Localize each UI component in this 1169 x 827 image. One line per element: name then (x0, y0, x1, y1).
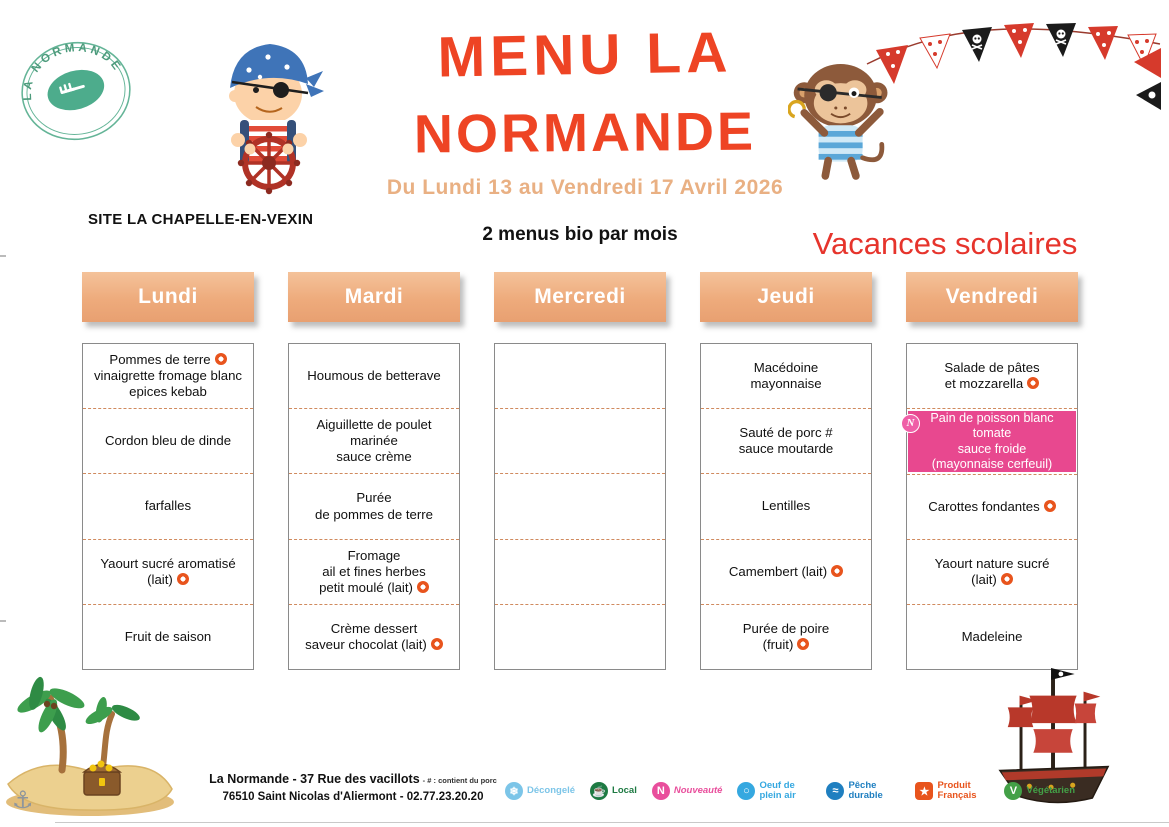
day-header-vendredi: Vendredi (906, 272, 1078, 322)
menu-item-line: Cordon bleu de dinde (104, 433, 232, 449)
menu-item-line: Carottes fondantes (928, 499, 1055, 515)
day-body-jeudi (700, 343, 872, 670)
menu-cell (907, 409, 1077, 475)
menu-item-line: sauce crème (336, 449, 412, 465)
menu-item-text (305, 621, 443, 653)
menu-column-jeudi (700, 272, 872, 670)
menu-item-line: sauce moutarde (738, 441, 834, 457)
menu-item-text (307, 368, 440, 384)
vegetarien-icon: V (1004, 782, 1022, 800)
title-line-2: NORMANDE (413, 101, 757, 165)
menu-item-text (729, 564, 843, 580)
menu-item-text (739, 425, 834, 457)
menu-item-line: Yaourt sucré aromatisé (100, 555, 236, 571)
produit-francais-icon (215, 353, 227, 365)
menu-item-line: Madeleine (961, 629, 1023, 644)
menu-item-line: Lentilles (761, 498, 811, 514)
menu-item-text (145, 498, 191, 514)
menu-cell (289, 409, 459, 474)
menu-item-line: (lait) (100, 572, 235, 588)
produit-francais-icon (797, 638, 809, 650)
produit-francais-icon (1044, 500, 1056, 512)
bunting-illustration (862, 4, 1162, 129)
menu-item-line: Fromage (347, 547, 401, 563)
menu-column-mercredi (494, 272, 666, 670)
pirate-kid-illustration (212, 30, 327, 200)
menu-item-line: Crème dessert (330, 620, 418, 636)
menu-item-line: Aiguillette de poulet (316, 417, 432, 433)
menu-item-line: Sauté de porc # (739, 425, 833, 441)
menu-cell (701, 540, 871, 605)
date-range: Du Lundi 13 au Vendredi 17 Avril 2026 (386, 176, 784, 199)
menu-cell (907, 344, 1077, 409)
menu-cell (289, 474, 459, 539)
menu-item-line: marinée (350, 433, 398, 449)
menu-item-line: et mozzarella (944, 376, 1039, 392)
day-header-mercredi: Mercredi (494, 272, 666, 322)
legend-produit-francais (915, 781, 989, 801)
menu-item-text (94, 352, 242, 400)
menu-item-text (944, 360, 1039, 392)
menu-column-vendredi (906, 272, 1078, 670)
menu-item-line: petit moulé (lait) (319, 580, 429, 596)
produit-francais-label: Produit Français (937, 780, 977, 801)
menu-item-line: Macédoine (753, 360, 819, 375)
bio-note: 2 menus bio par mois (482, 224, 678, 245)
holiday-note: Vacances scolaires (812, 226, 1078, 261)
menu-column-mardi (288, 272, 460, 670)
legend-vegetarien (1004, 782, 1075, 800)
day-body-mardi (288, 343, 460, 670)
menu-item-line: vinaigrette fromage blanc (93, 368, 243, 384)
menu-item-line: Camembert (lait) (729, 564, 843, 580)
menu-item-line: Purée de poire (742, 620, 830, 636)
legend-oeuf-de-plein-air (737, 781, 811, 801)
menu-cell (907, 540, 1077, 605)
la-normande-logo (18, 38, 134, 149)
day-header-mardi: Mardi (288, 272, 460, 322)
logo-text: LA NORMANDE (21, 41, 125, 101)
menu-cell (495, 344, 665, 409)
legend-decongele (505, 782, 575, 800)
scan-artifact-tick (0, 620, 6, 622)
site-label: SITE LA CHAPELLE-EN-VEXIN (88, 211, 314, 228)
menu-item-line: Salade de pâtes (944, 359, 1040, 375)
address-line-1 (178, 772, 528, 786)
pork-note: - # : contient du porc (422, 776, 497, 785)
menu-item-line: sauce froide (957, 441, 1027, 456)
produit-francais-icon (1027, 377, 1039, 389)
menu-item-line: Pain de poisson blanc (930, 410, 1054, 425)
menu-item-text (935, 556, 1050, 588)
menu-item-line: epices kebab (129, 384, 207, 400)
menu-item-text (908, 411, 1076, 472)
menu-item-text (125, 629, 212, 645)
menu-grid (82, 272, 1079, 670)
menu-item-line: ail et fines herbes (322, 563, 426, 579)
menu-item-line: de pommes de terre (314, 506, 433, 522)
menu-item-text (316, 417, 431, 465)
menu-item-line: (mayonnaise cerfeuil) (931, 456, 1053, 471)
produit-francais-icon (431, 638, 443, 650)
menu-item-line: Yaourt nature sucré (934, 556, 1050, 572)
menu-cell (289, 540, 459, 605)
menu-item-line: (fruit) (743, 637, 830, 653)
menu-cell (289, 344, 459, 409)
produit-francais-icon (177, 573, 189, 585)
menu-cell (495, 474, 665, 539)
menu-column-lundi (82, 272, 254, 670)
menu-item-text (100, 556, 235, 588)
produit-francais-icon (417, 581, 429, 593)
scan-artifact-line (55, 822, 1169, 823)
menu-cell (289, 605, 459, 669)
menu-item-line: saveur chocolat (lait) (305, 637, 443, 653)
menu-cell (83, 409, 253, 474)
vegetarien-label: Végétarien (1026, 785, 1076, 797)
menu-item-line: (lait) (935, 572, 1050, 588)
menu-item-line: Purée (356, 490, 392, 506)
menu-item-text (105, 433, 231, 449)
day-body-vendredi (906, 343, 1078, 670)
menu-cell (83, 344, 253, 409)
menu-cell (83, 540, 253, 605)
svg-text:⚓: ⚓ (12, 786, 34, 814)
legend-local (590, 782, 637, 800)
legend-peche-durable (826, 781, 900, 801)
day-body-mercredi (494, 343, 666, 670)
day-body-lundi (82, 343, 254, 670)
oeuf-de-plein-air-icon: ○ (737, 782, 755, 800)
title-line-1: MENU LA (437, 20, 733, 90)
legend-nouveaute (652, 782, 723, 800)
nouveaute-label: Nouveauté (673, 785, 723, 797)
nouveaute-badge: N (901, 414, 920, 433)
island-illustration (0, 652, 178, 825)
peche-durable-icon: ≈ (826, 782, 844, 800)
menu-cell (701, 344, 871, 409)
peche-durable-label: Pêche durable (848, 780, 883, 801)
local-label: Local (612, 785, 637, 797)
menu-item-line: farfalles (144, 498, 192, 514)
produit-francais-icon (1001, 573, 1013, 585)
menu-cell (495, 409, 665, 474)
day-header-jeudi: Jeudi (700, 272, 872, 322)
local-icon: ☕ (590, 782, 608, 800)
menu-item-line: tomate (972, 426, 1012, 441)
produit-francais-icon (831, 565, 843, 577)
menu-item-line: Fruit de saison (124, 628, 212, 644)
legend-row (505, 770, 1075, 812)
address-line-2: 76510 Saint Nicolas d'Aliermont - 02.77.23.20.20 (222, 791, 484, 803)
menu-cell (83, 474, 253, 539)
menu-cell (907, 475, 1077, 540)
decongele-icon: ❄ (505, 782, 523, 800)
menu-cell (701, 474, 871, 539)
address-line-1-text: La Normande - 37 Rue des vacillots (209, 772, 420, 786)
menu-item-text (762, 498, 810, 514)
menu-item-text (319, 548, 429, 596)
menu-cell (495, 540, 665, 605)
menu-cell (701, 409, 871, 474)
page-title (360, 22, 810, 164)
nouveaute-icon: N (652, 782, 670, 800)
menu-item-text (743, 621, 830, 653)
menu-item-text (750, 360, 821, 392)
menu-item-text (928, 499, 1055, 515)
menu-item-line: mayonnaise (750, 376, 822, 392)
oeuf-de-plein-air-label: Oeuf de plein air (759, 780, 796, 801)
menu-cell (701, 605, 871, 669)
day-header-lundi: Lundi (82, 272, 254, 322)
menu-cell (495, 605, 665, 669)
scan-artifact-tick (0, 255, 6, 257)
menu-item-line: Houmous de betterave (307, 368, 441, 384)
menu-item-text (315, 490, 433, 522)
footer-address (178, 772, 528, 803)
menu-item-line: Pommes de terre (94, 352, 242, 368)
decongele-label: Décongelé (527, 785, 576, 797)
produit-francais-icon: ★ (915, 782, 933, 800)
menu-item-text (962, 629, 1023, 645)
